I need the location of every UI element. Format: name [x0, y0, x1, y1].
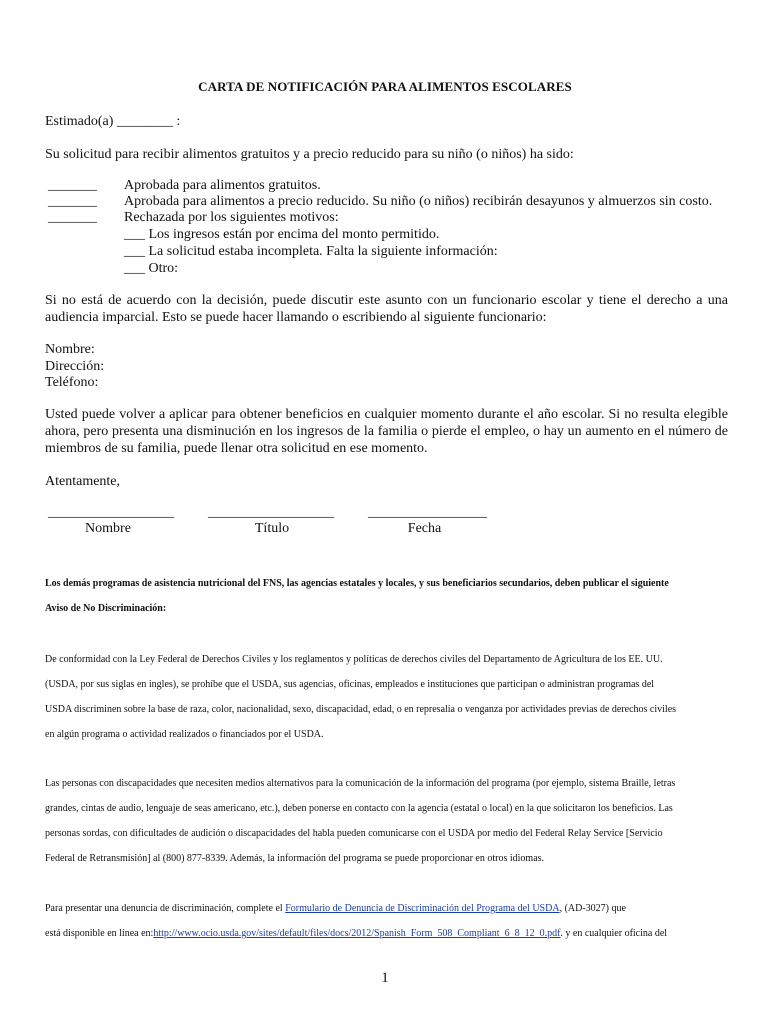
blank-denied: _______ [48, 210, 97, 225]
complaint-line2 [45, 921, 735, 946]
signature-label-date: Fecha [407, 521, 442, 536]
blank-approved-free: _______ [48, 178, 97, 193]
nondisc-para2-line4: Federal de Retransmisión] al (800) 877-8339. Además, la información del programa se puede proporcionar en otros idiomas. [45, 853, 545, 864]
contact-address-label: Dirección: [45, 359, 105, 374]
nondisc-para1-line2: (USDA, por sus siglas en ingles), se prohíbe que el USDA, sus agencias, oficinas, empleados e instituciones que participan o administran programas del [45, 679, 655, 690]
fns-notice-line1: Los demás programas de asistencia nutricional del FNS, las agencias estatales y locales, y sus beneficiarios secundarios, deben publicar el siguiente [45, 578, 669, 589]
complaint-line2-post: . y en cualquier oficina del [560, 928, 668, 939]
nondisc-para1-line4: en algún programa o actividad realizados o financiados por el USDA. [45, 729, 324, 740]
contact-phone-label: Teléfono: [45, 375, 99, 390]
nondisc-para2-line3: personas sordas, con dificultades de audición o discapacidades del habla pueden comunicarse con el USDA por medio del Federal Relay Service [Servicio [45, 828, 663, 839]
closing: Atentamente, [45, 474, 121, 489]
reason-other: ___ Otro: [124, 261, 179, 276]
nondisc-para2-line1: Las personas con discapacidades que necesiten medios alternativos para la comunicación de la información del programa (por ejemplo, sistema Braille, letras [45, 778, 676, 789]
blank-approved-reduced: _______ [48, 194, 97, 209]
option-approved-reduced: Aprobada para alimentos a precio reducido. Su niño (o niños) recibirán desayunos y almuerzos sin costo. [124, 194, 713, 209]
nondisc-para1-line1: De conformidad con la Ley Federal de Derechos Civiles y los reglamentos y políticas de derechos civiles del Departamento de Agricultura de los EE. UU. [45, 654, 663, 665]
greeting: Estimado(a) ________ : [45, 114, 181, 129]
complaint-form-link[interactable]: Formulario de Denuncia de Discriminación del Programa del USDA [285, 903, 560, 914]
signature-line-title: __________________ [208, 505, 334, 520]
reason-incomplete: ___ La solicitud estaba incompleta. Falta la siguiente información: [124, 244, 498, 259]
complaint-line2-pre: está disponible en línea en: [45, 928, 154, 939]
complaint-post-text: , (AD-3027) que [559, 903, 626, 914]
option-approved-free: Aprobada para alimentos gratuitos. [124, 178, 321, 193]
contact-name-label: Nombre: [45, 342, 95, 357]
signature-line-name: __________________ [48, 505, 174, 520]
nondisc-para1-line3: USDA discriminen sobre la base de raza, color, nacionalidad, sexo, discapacidad, edad, o en represalia o venganza por actividades previas de derechos civiles [45, 704, 677, 715]
document-title: CARTA DE NOTIFICACIÓN PARA ALIMENTOS ESCOLARES [198, 79, 572, 94]
page-number: 1 [381, 970, 389, 986]
option-denied: Rechazada por los siguientes motivos: [124, 210, 339, 225]
signature-line-date: _________________ [368, 505, 487, 520]
signature-label-name: Nombre [85, 521, 131, 536]
complaint-pre-text: Para presentar una denuncia de discriminación, complete el [45, 903, 286, 914]
signature-label-title: Título [254, 521, 290, 536]
disagree-paragraph: Si no está de acuerdo con la decisión, puede discutir este asunto con un funcionario escolar y tiene el derecho a una audiencia imparcial. Esto se puede hacer llamando o escribiendo al siguiente funcionario: [45, 293, 728, 325]
intro-text: Su solicitud para recibir alimentos gratuitos y a precio reducido para su niño (o niños) ha sido: [45, 147, 574, 162]
nondisc-para2-line2: grandes, cintas de audio, lenguaje de seas americano, etc.), deben ponerse en contacto con la agencia (estatal o local) en la que solicitaron los beneficios. Las [45, 803, 673, 814]
complaint-url-link[interactable]: http://www.ocio.usda.gov/sites/default/files/docs/2012/Spanish_Form_508_Compliant_6_8_12_0.pdf [153, 928, 561, 939]
complaint-line1 [45, 896, 735, 921]
fns-notice-line2: Aviso de No Discriminación: [45, 603, 167, 614]
reapply-paragraph: Usted puede volver a aplicar para obtener beneficios en cualquier momento durante el año escolar. Si no resulta elegible ahora, pero presenta una disminución en los ingresos de la familia o pierde el empleo, o hay un aumento en el número de miembros de su familia, puede llenar otra solicitud en ese momento. [45, 407, 728, 456]
reason-income: ___ Los ingresos están por encima del monto permitido. [124, 227, 440, 242]
